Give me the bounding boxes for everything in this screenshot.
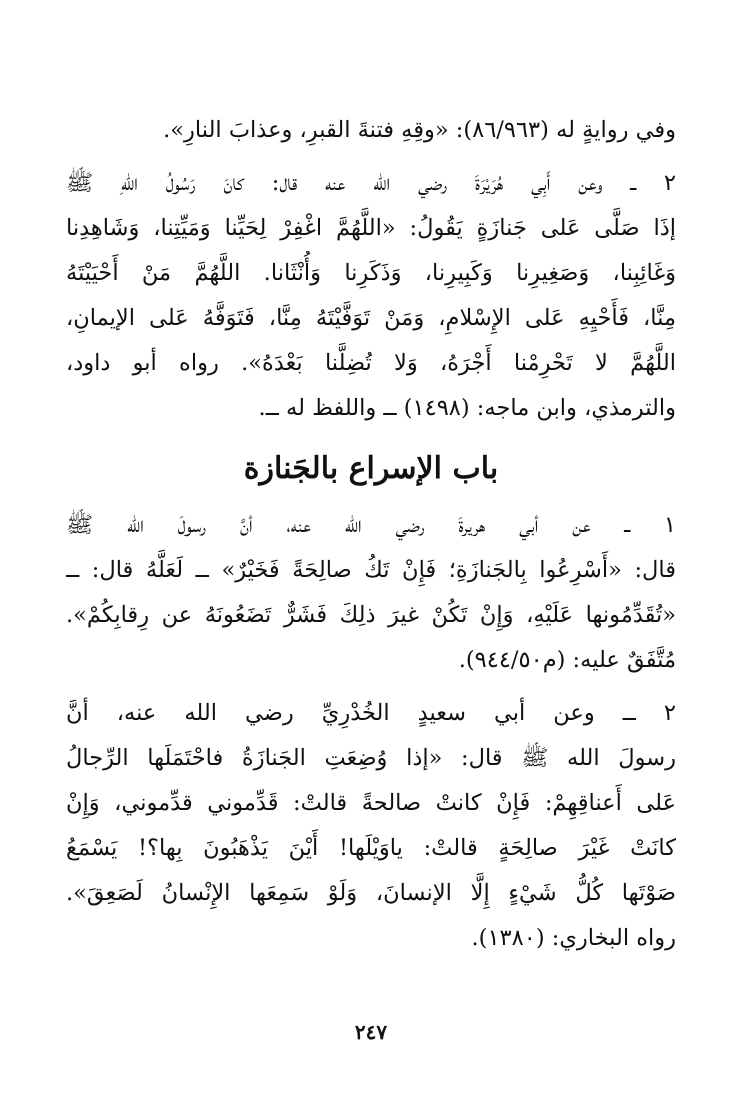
paragraph-line: ١ ــ عن أبي هريرةَ رضي الله عنه، أنَّ رسولَ الله ﷺ: [66, 512, 676, 538]
paragraph-line: كانَتْ غَيْرَ صالِحَةٍ قالتْ: ياوَيْلَها! أَيْنَ يَذْهَبُونَ بِها؟! يَسْمَعُ: [66, 835, 676, 861]
page-body: [66, 108, 676, 961]
paragraph-line: مُتَّفَقٌ عليه: (م٩٤٤/٥٠).: [458, 647, 676, 673]
paragraph-line: والترمذي، وابن ماجه: (١٤٩٨) ــ واللفظ له ــ.: [258, 395, 676, 421]
chapter-title: باب الإسراع بالجَنازة: [243, 451, 499, 486]
hadith-hastening-2: [66, 691, 676, 961]
paragraph-line: رواه البخاري: (١٣٨٠).: [471, 925, 676, 951]
paragraph-line: ٢ ــ وعن أَبِي هُرَيْرَةَ رضي الله عنه قال: كانَ رَسُولُ اللهِ ﷺ: [66, 170, 676, 196]
hadith-hastening-1: [66, 503, 676, 683]
paragraph-line: عَلى أَعناقِهِمْ: فَإِنْ كانتْ صالحةً قالتْ: قَدِّموني قدِّموني، وَإِنْ: [66, 790, 676, 816]
paragraph-line: ٢ ــ وعن أبي سعيدٍ الخُدْرِيِّ رضي الله عنه، أنَّ: [66, 700, 676, 726]
paragraph-line: مِنَّا، فَأَحْيِهِ عَلى الإِسْلامِ، وَمَنْ تَوَفَّيْتَهُ مِنَّا، فَتَوَفَّهُ عَلى الإيمانِ،: [66, 305, 676, 331]
page-number: ٢٤٧: [354, 1020, 388, 1044]
paragraph-line: اللَّهُمَّ لا تَحْرِمْنا أَجْرَهُ، وَلا تُضِلَّنا بَعْدَهُ». رواه أبو داود،: [66, 350, 676, 376]
paragraph-line: قال: «أَسْرِعُوا بِالجَنازَةِ؛ فَإِنْ تَكُ صالِحَةً فَخَيْرٌ» ــ لَعَلَّهُ قال: ــ: [66, 557, 676, 583]
paragraph-line: وفي روايةٍ له (٨٦/٩٦٣): «وقِهِ فتنةَ القبرِ، وعذابَ النارِ».: [163, 117, 676, 143]
paragraph-gap: [66, 683, 676, 691]
paragraph-line: «تُقَدِّمُونها عَلَيْهِ، وَإِنْ تَكُنْ غيرَ ذلِكَ فَشَرٌّ تَضَعُونَهُ عن رِقابِكُمْ».: [66, 602, 676, 628]
paragraph-line: صَوْتَها كُلُّ شَيْءٍ إِلَّا الإنسانَ، وَلَوْ سَمِعَها الإِنْسانُ لَصَعِقَ».: [66, 880, 676, 906]
paragraph-gap: [66, 153, 676, 161]
hadith-janazah-prayer: [66, 161, 676, 431]
paragraph-line: رسولَ الله ﷺ قال: «إذا وُضِعَتِ الجَنازَةُ فاحْتَمَلَها الرِّجالُ: [66, 745, 676, 771]
intro-paragraph: [66, 108, 676, 153]
paragraph-line: وَغَائِبِنا، وَصَغِيرِنا وَكَبِيرِنا، وَذَكَرِنا وَأُنْثَانا. اللَّهُمَّ مَنْ أَحْيَيْتَهُ: [66, 260, 676, 286]
paragraph-line: إذَا صَلَّى عَلى جَنازَةٍ يَقُولُ: «اللَّهُمَّ اغْفِرْ لِحَيِّنا وَمَيِّتِنا، وَشَاهِدِنا: [66, 215, 676, 241]
